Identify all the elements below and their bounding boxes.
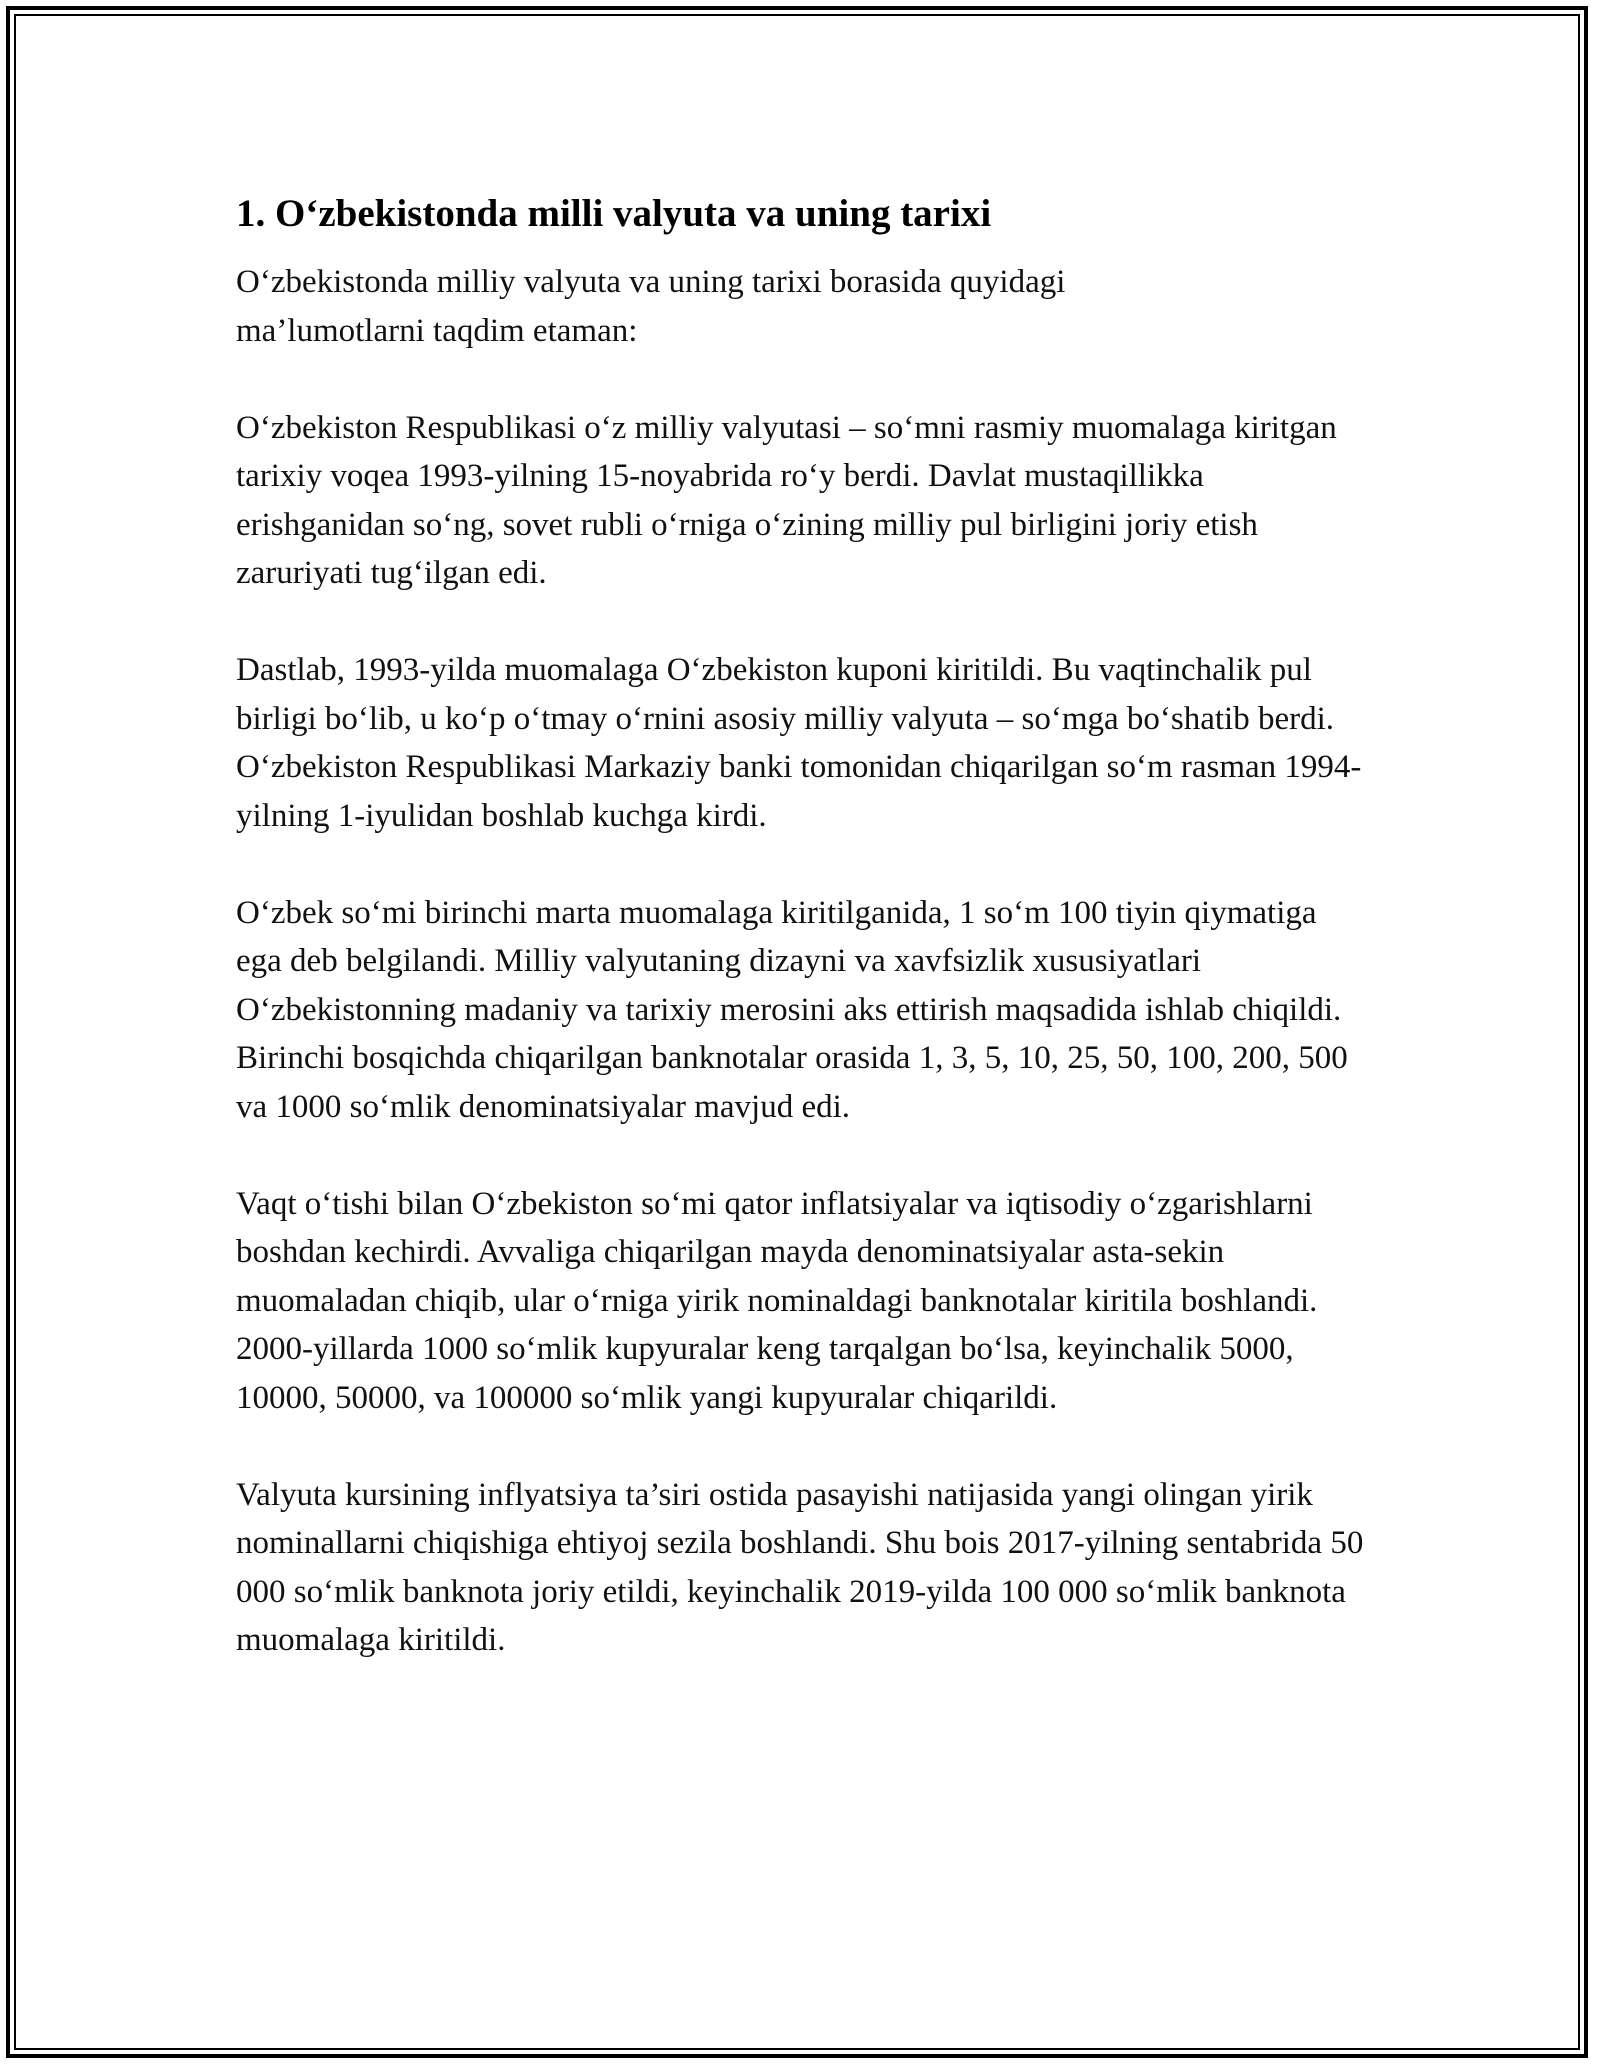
paragraph-2: Dastlab, 1993-yilda muomalaga O‘zbekiston kuponi kiritildi. Bu vaqtinchalik pul birligi bo‘lib, u ko‘p o‘tmay o‘rnini asosiy milliy valyuta – so‘mga bo‘shatib berdi. O‘zbekiston Respublikasi Markaziy banki tomonidan chiqarilgan so‘m rasman 1994-yilning 1-iyulidan boshlab kuchga kirdi. <box>236 652 1362 834</box>
paragraph-4: Vaqt o‘tishi bilan O‘zbekiston so‘mi qator inflatsiyalar va iqtisodiy o‘zgarishlarni boshdan kechirdi. Avvaliga chiqarilgan mayda denominatsiyalar asta-sekin muomaladan chiqib, ular o‘rniga yirik nominaldagi banknotalar kiritila boshlandi. 2000-yillarda 1000 so‘mlik kupyuralar keng tarqalgan bo‘lsa, keyinchalik 5000, 10000, 50000, va 100000 so‘mlik yangi kupyuralar chiqarildi. <box>236 1185 1318 1416</box>
document-body <box>236 186 1366 1665</box>
paragraph-5: Valyuta kursining inflyatsiya ta’siri ostida pasayishi natijasida yangi olingan yirik nominallarni chiqishiga ehtiyoj sezila boshlandi. Shu bois 2017-yilning sentabrida 50 000 so‘mlik banknota joriy etildi, keyinchalik 2019-yilda 100 000 so‘mlik banknota muomalaga kiritildi. <box>236 1476 1364 1658</box>
paragraph-3: O‘zbek so‘mi birinchi marta muomalaga kiritilganida, 1 so‘m 100 tiyin qiymatiga ega deb belgilandi. Milliy valyutaning dizayni va xavfsizlik xususiyatlari O‘zbekistonning madaniy va tarixiy merosini aks ettirish maqsadida ishlab chiqildi. Birinchi bosqichda chiqarilgan banknotalar orasida 1, 3, 5, 10, 25, 50, 100, 200, 500 va 1000 so‘mlik denominatsiyalar mavjud edi. <box>236 894 1348 1125</box>
section-heading: 1. O‘zbekistonda milli valyuta va uning tarixi <box>236 192 992 235</box>
paragraph-1: O‘zbekiston Respublikasi o‘z milliy valyutasi – so‘mni rasmiy muomalaga kiritgan tarixiy voqea 1993-yilning 15-noyabrida ro‘y berdi. Davlat mustaqillikka erishganidan so‘ng, sovet rubli o‘rniga o‘zining milliy pul birligini joriy etish zaruriyati tug‘ilgan edi. <box>236 409 1337 591</box>
intro-paragraph: O‘zbekistonda milliy valyuta va uning tarixi borasida quyidagi ma’lumotlarni taqdim etaman: <box>236 264 1066 349</box>
